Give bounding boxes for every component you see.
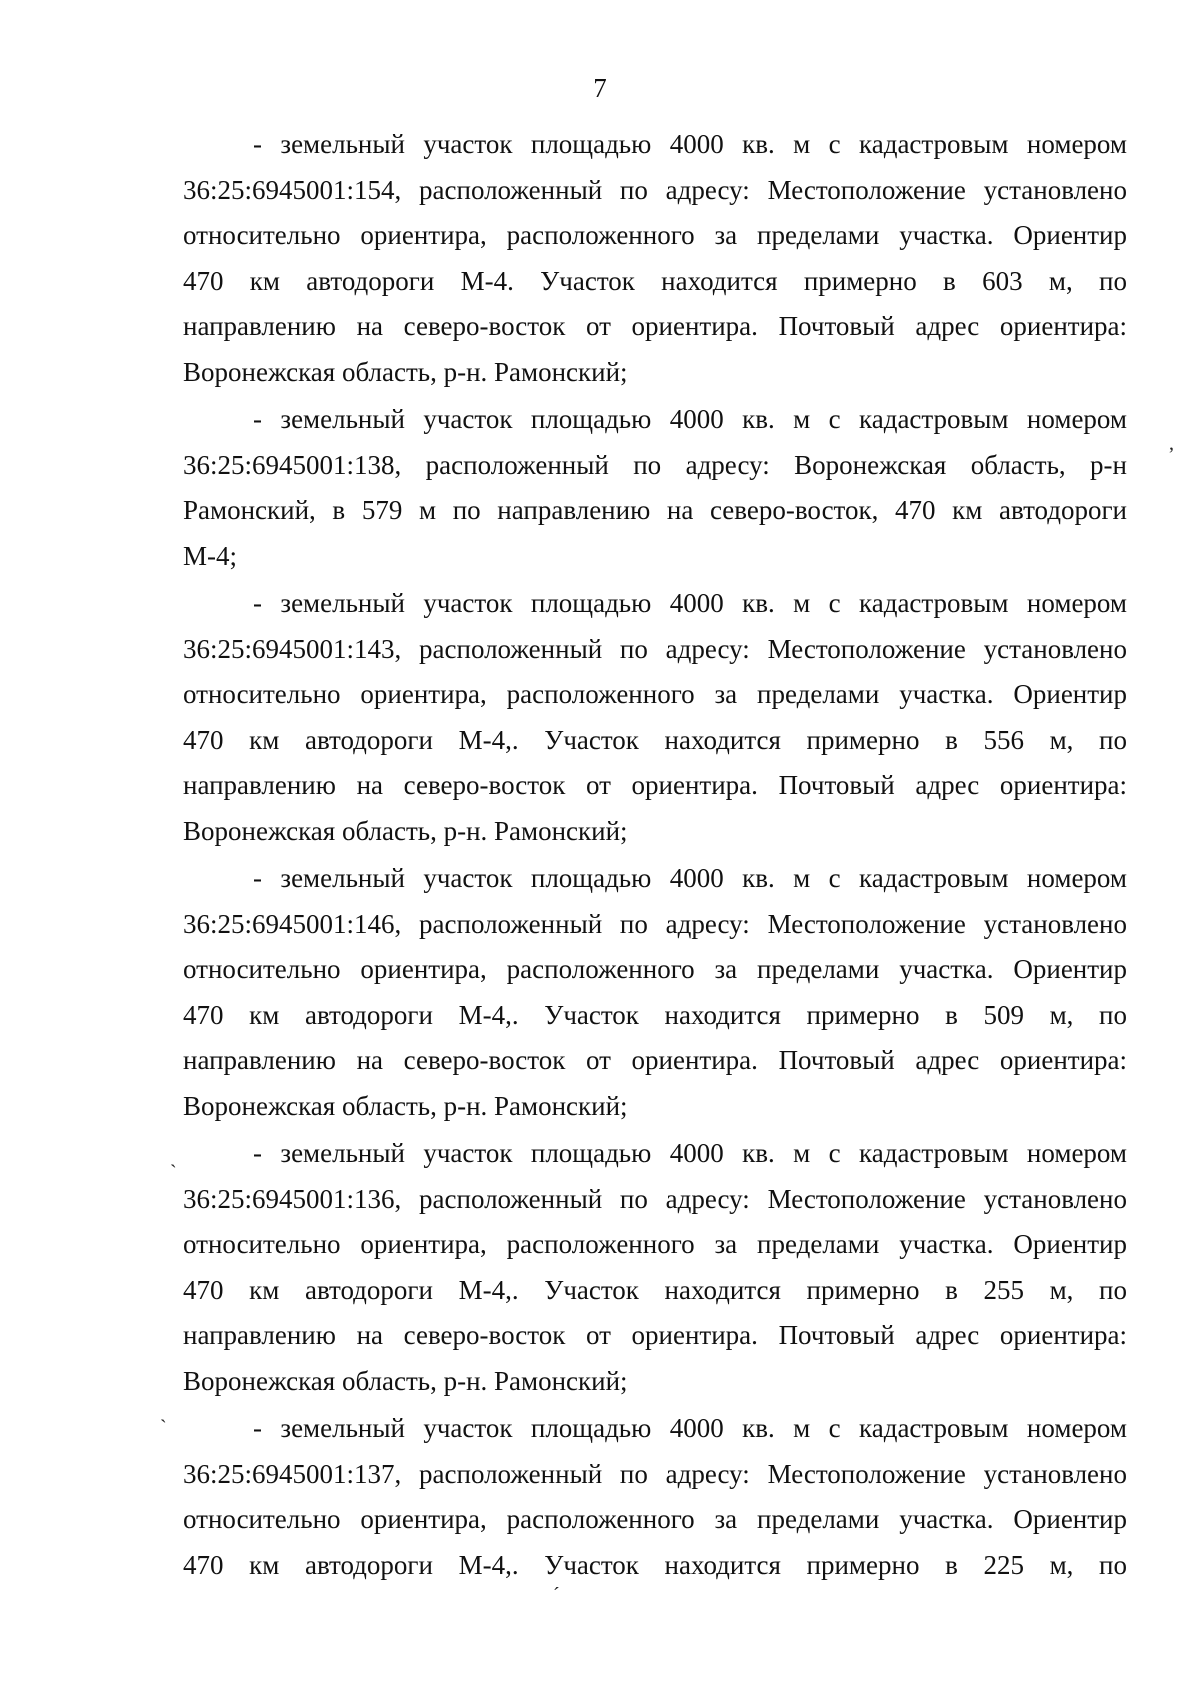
paragraph xyxy=(183,1131,1127,1404)
text-line: относительно ориентира, расположенного за пределами участка. Ориентир xyxy=(183,220,1127,250)
text-line: 470 км автодороги М-4,. Участок находится примерно в 509 м, по xyxy=(183,999,1127,1030)
text-line: 36:25:6945001:137, расположенный по адресу: Местоположение установлено xyxy=(183,1458,1127,1489)
text-line: - земельный участок площадью 4000 кв. м с кадастровым номером xyxy=(253,1138,1127,1168)
text-line: - земельный участок площадью 4000 кв. м с кадастровым номером xyxy=(253,863,1127,893)
text-line: Воронежская область, р-н. Рамонский; xyxy=(183,356,628,387)
text-line: относительно ориентира, расположенного за пределами участка. Ориентир xyxy=(183,1504,1127,1534)
text-line: 36:25:6945001:154, расположенный по адресу: Местоположение установлено xyxy=(183,174,1127,205)
paragraph xyxy=(183,581,1127,854)
document-body xyxy=(183,122,1127,1590)
text-line: относительно ориентира, расположенного за пределами участка. Ориентир xyxy=(183,954,1127,984)
text-line: 470 км автодороги М-4,. Участок находится примерно в 225 м, по xyxy=(183,1549,1127,1580)
scan-speck: ʼ xyxy=(1168,444,1175,466)
page-number: 7 xyxy=(593,73,607,103)
text-line: направлению на северо-восток от ориентира. Почтовый адрес ориентира: xyxy=(183,1320,1127,1350)
text-line: направлению на северо-восток от ориентира. Почтовый адрес ориентира: xyxy=(183,770,1127,800)
text-line: направлению на северо-восток от ориентира. Почтовый адрес ориентира: xyxy=(183,311,1127,341)
scan-speck: ˏ xyxy=(170,1146,177,1168)
paragraph xyxy=(183,397,1127,579)
paragraph xyxy=(183,1406,1127,1588)
text-line: - земельный участок площадью 4000 кв. м с кадастровым номером xyxy=(253,588,1127,618)
text-line: Воронежская область, р-н. Рамонский; xyxy=(183,1090,628,1121)
text-line: Воронежская область, р-н. Рамонский; xyxy=(183,1365,628,1396)
text-line: - земельный участок площадью 4000 кв. м с кадастровым номером xyxy=(253,1413,1127,1443)
scan-speck: ˊ xyxy=(553,1584,560,1606)
text-line: 36:25:6945001:146, расположенный по адресу: Местоположение установлено xyxy=(183,908,1127,939)
text-line: Рамонский, в 579 м по направлению на северо-восток, 470 км автодороги xyxy=(183,495,1127,525)
paragraph xyxy=(183,856,1127,1129)
text-line: 470 км автодороги М-4,. Участок находится примерно в 556 м, по xyxy=(183,724,1127,755)
text-line: - земельный участок площадью 4000 кв. м с кадастровым номером xyxy=(253,404,1127,434)
text-line: Воронежская область, р-н. Рамонский; xyxy=(183,815,628,846)
scan-speck: ˏ xyxy=(160,1401,167,1423)
text-line: 36:25:6945001:143, расположенный по адресу: Местоположение установлено xyxy=(183,633,1127,664)
text-line: относительно ориентира, расположенного за пределами участка. Ориентир xyxy=(183,1229,1127,1259)
text-line: - земельный участок площадью 4000 кв. м с кадастровым номером xyxy=(253,129,1127,159)
text-line: 36:25:6945001:138, расположенный по адресу: Воронежская область, р-н xyxy=(183,449,1127,480)
paragraph xyxy=(183,122,1127,395)
paragraph-list xyxy=(183,122,1127,1588)
text-line: 470 км автодороги М-4,. Участок находится примерно в 255 м, по xyxy=(183,1274,1127,1305)
text-line: относительно ориентира, расположенного за пределами участка. Ориентир xyxy=(183,679,1127,709)
text-line: 36:25:6945001:136, расположенный по адресу: Местоположение установлено xyxy=(183,1183,1127,1214)
text-line: 470 км автодороги М-4. Участок находится примерно в 603 м, по xyxy=(183,265,1127,296)
text-line: направлению на северо-восток от ориентира. Почтовый адрес ориентира: xyxy=(183,1045,1127,1075)
text-line: М-4; xyxy=(183,540,237,571)
